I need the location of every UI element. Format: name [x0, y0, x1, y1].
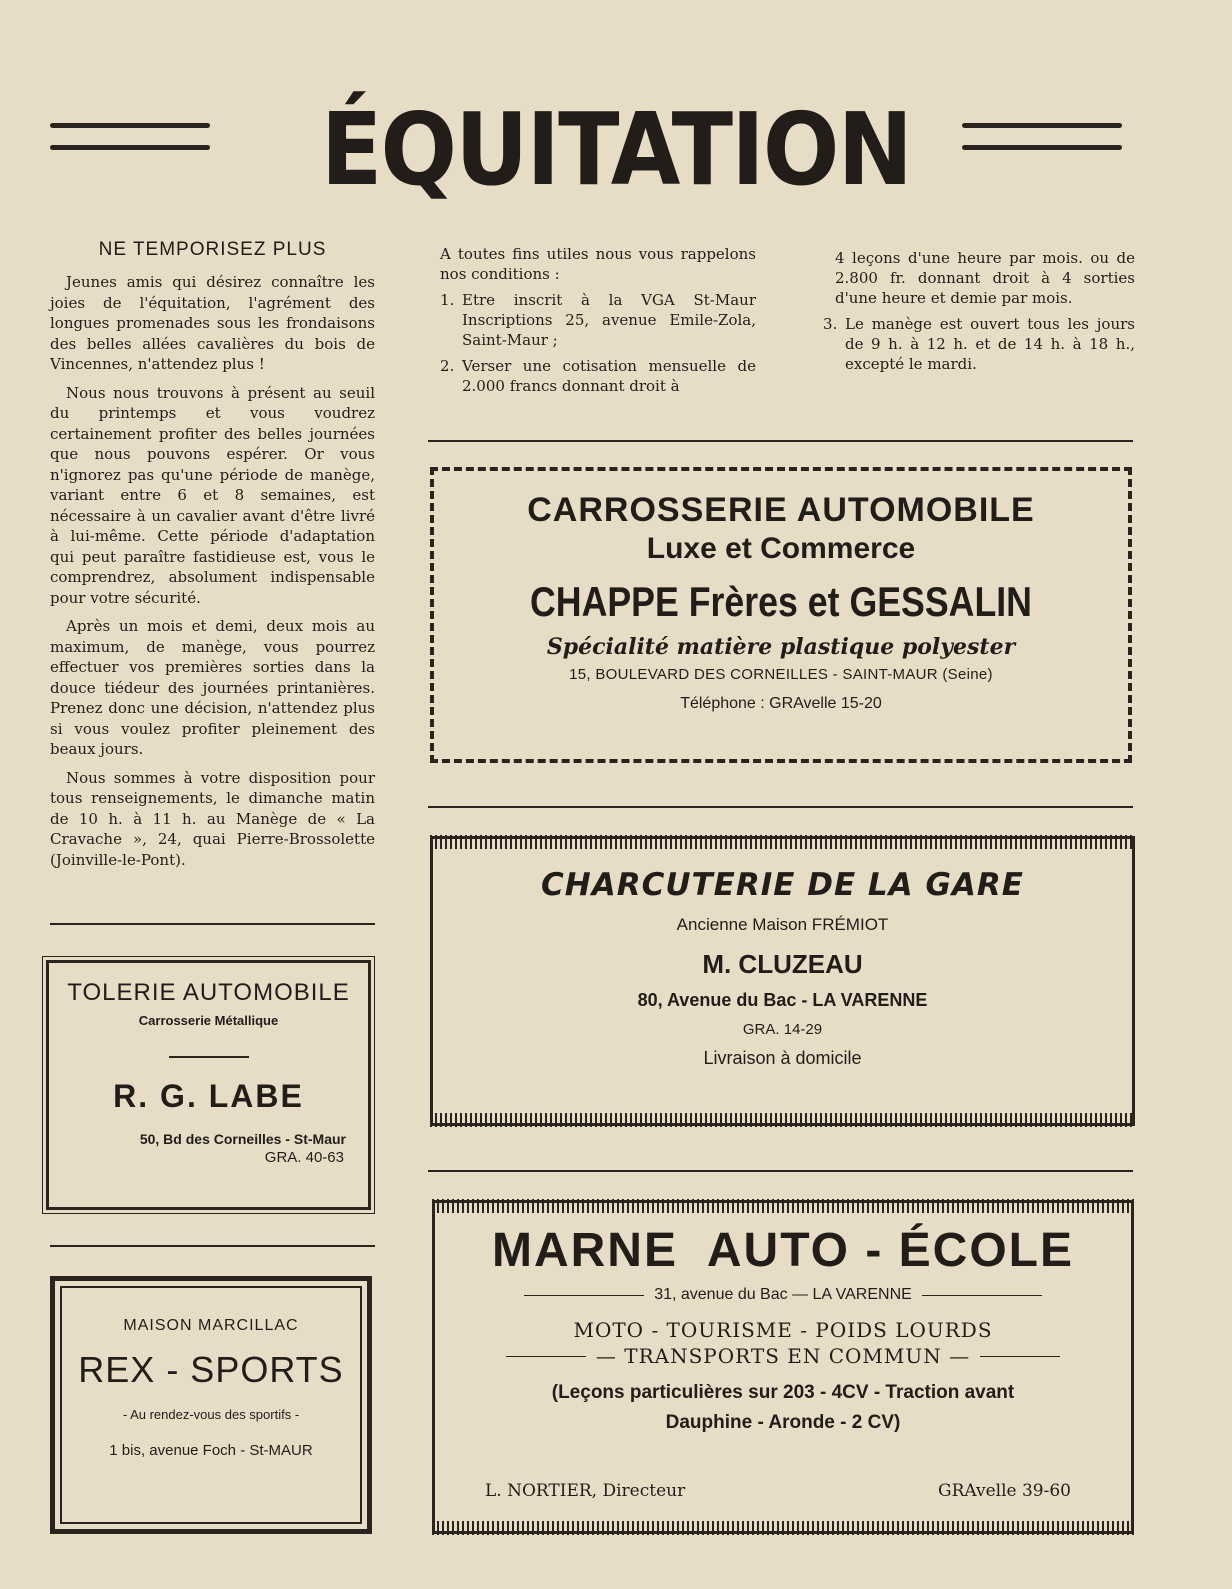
- ad-specialty: Spécialité matière plastique polyester: [546, 634, 1016, 660]
- ad-house-name: MAISON MARCILLAC: [123, 1317, 299, 1334]
- conditions-column-2: [823, 248, 1135, 380]
- ad-phone: Téléphone : GRAvelle 15-20: [680, 695, 882, 712]
- ad-former-name: Ancienne Maison FRÉMIOT: [676, 915, 889, 934]
- conditions-continuation: 4 leçons d'une heure par mois. ou de 2.800 fr. donnant droit à 4 sorties d'une heure et demie par mois.: [835, 249, 1135, 307]
- ad-headline: REX - SPORTS: [78, 1349, 344, 1390]
- ad-border-pattern: [432, 1199, 1134, 1213]
- ad-border-pattern: [432, 1521, 1134, 1535]
- ad-company-name: CHAPPE Frères et GESSALIN: [530, 578, 1032, 625]
- article-heading: NE TEMPORISEZ PLUS: [98, 239, 327, 260]
- ad-headline: CARROSSERIE AUTOMOBILE: [527, 491, 1035, 529]
- article-paragraph: Jeunes amis qui désirez connaître les joies de l'équitation, l'agrément des longues promenades sous les frondaisons des belles allées cavalières du bois de Vincennes, n'attendez plus !: [50, 273, 375, 373]
- ad-address: 15, BOULEVARD DES CORNEILLES - SAINT-MAUR (Seine): [569, 666, 993, 683]
- dash-line: [922, 1295, 1042, 1296]
- ad-phone: GRA. 14-29: [742, 1021, 823, 1038]
- ad-address: 50, Bd des Corneilles - St-Maur: [139, 1131, 346, 1147]
- ad-address-row: [435, 1286, 1131, 1304]
- ad-services: MOTO - TOURISME - POIDS LOURDS: [573, 1318, 993, 1342]
- ad-headline: CHARCUTERIE DE LA GARE: [541, 867, 1024, 903]
- article: [50, 238, 375, 878]
- ad-border-pattern: [430, 835, 1135, 849]
- condition-item: [440, 356, 756, 396]
- divider: [428, 440, 1133, 442]
- ad-phone: GRA. 40-63: [264, 1149, 344, 1166]
- ad-footer: [485, 1481, 1071, 1501]
- condition-number: 1.: [440, 291, 455, 309]
- divider: [428, 1170, 1133, 1172]
- condition-item: [440, 290, 756, 350]
- ad-services-row: [435, 1344, 1131, 1368]
- ad-auto-ecole: [432, 1200, 1134, 1534]
- separator: [169, 1056, 249, 1058]
- article-paragraph: Nous sommes à votre disposition pour tous renseignements, le dimanche matin de 10 h. à 11 h. au Manège de « La Cravache », 24, quai Pierre-Brossolette (Joinville-le-Pont).: [50, 768, 375, 869]
- ad-headline: TOLERIE AUTOMOBILE: [67, 979, 350, 1006]
- condition-number: 2.: [440, 357, 455, 375]
- article-paragraph: Nous nous trouvons à présent au seuil du printemps et vous voudrez certainement profiter des belles journées que nous pouvons espérer. Or vous n'ignorez pas qu'une période de manège, variant entre 6 et 8 semaines, est nécessaire à un cavalier avant d'être livré à lui-même. Cette période d'adaptation qui peut paraître fastidieuse est, vous le comprendrez, absolument indispensable pour votre sécurité.: [50, 383, 375, 607]
- ad-lessons: (Leçons particulières sur 203 - 4CV - Traction avant: [551, 1382, 1015, 1403]
- page-title: ÉQUITATION: [320, 91, 912, 208]
- ad-address: 31, avenue du Bac — LA VARENNE: [654, 1286, 912, 1303]
- ad-rex-sports: [50, 1276, 372, 1534]
- ad-charcuterie: [430, 836, 1135, 1126]
- condition-item: [823, 314, 1135, 374]
- article-paragraph: Après un mois et demi, deux mois au maximum, de manège, vous pourrez effectuer vos premières sorties dans la douce tiédeur des journées printanières. Prenez donc une décision, n'attendez plus si vous voulez profiter pleinement des beaux jours.: [50, 617, 375, 758]
- ad-tagline: - Au rendez-vous des sportifs -: [122, 1407, 300, 1422]
- ad-subheadline: Luxe et Commerce: [646, 532, 916, 565]
- dash-line: [506, 1356, 586, 1357]
- divider: [50, 923, 375, 925]
- ad-carrosserie: [430, 467, 1132, 763]
- condition-text: Le manège est ouvert tous les jours de 9 h. à 12 h. et de 14 h. à 18 h., excepté le mardi.: [845, 315, 1135, 373]
- conditions-column-1: [440, 244, 756, 402]
- ad-headline: MARNE AUTO - ÉCOLE: [491, 1224, 1074, 1277]
- dash-line: [524, 1295, 644, 1296]
- ad-subheadline: Carrosserie Métallique: [138, 1013, 279, 1028]
- condition-text: Verser une cotisation mensuelle de 2.000 francs donnant droit à: [462, 357, 756, 395]
- ad-owner: M. CLUZEAU: [702, 949, 863, 979]
- ad-address: 1 bis, avenue Foch - St-MAUR: [109, 1442, 313, 1459]
- condition-number: 3.: [823, 315, 838, 333]
- ad-border-pattern: [430, 1113, 1135, 1127]
- ad-director: L. NORTIER, Directeur: [485, 1481, 686, 1501]
- ad-delivery: Livraison à domicile: [703, 1048, 862, 1068]
- title-ornament-right: [962, 123, 1122, 171]
- ad-address: 80, Avenue du Bac - LA VARENNE: [637, 990, 928, 1010]
- ad-services-2: — TRANSPORTS EN COMMUN —: [595, 1344, 971, 1368]
- condition-text: Etre inscrit à la VGA St-Maur Inscriptions 25, avenue Emile-Zola, Saint-Maur ;: [462, 291, 756, 349]
- divider: [50, 1245, 375, 1247]
- ad-company-name: R. G. LABE: [113, 1078, 304, 1114]
- ad-tolerie: [46, 960, 371, 1210]
- ad-lessons-2: Dauphine - Aronde - 2 CV): [665, 1412, 901, 1433]
- dash-line: [980, 1356, 1060, 1357]
- ad-phone: GRAvelle 39-60: [938, 1481, 1071, 1501]
- conditions-intro: A toutes fins utiles nous vous rappelons nos conditions :: [440, 245, 756, 283]
- divider: [428, 806, 1133, 808]
